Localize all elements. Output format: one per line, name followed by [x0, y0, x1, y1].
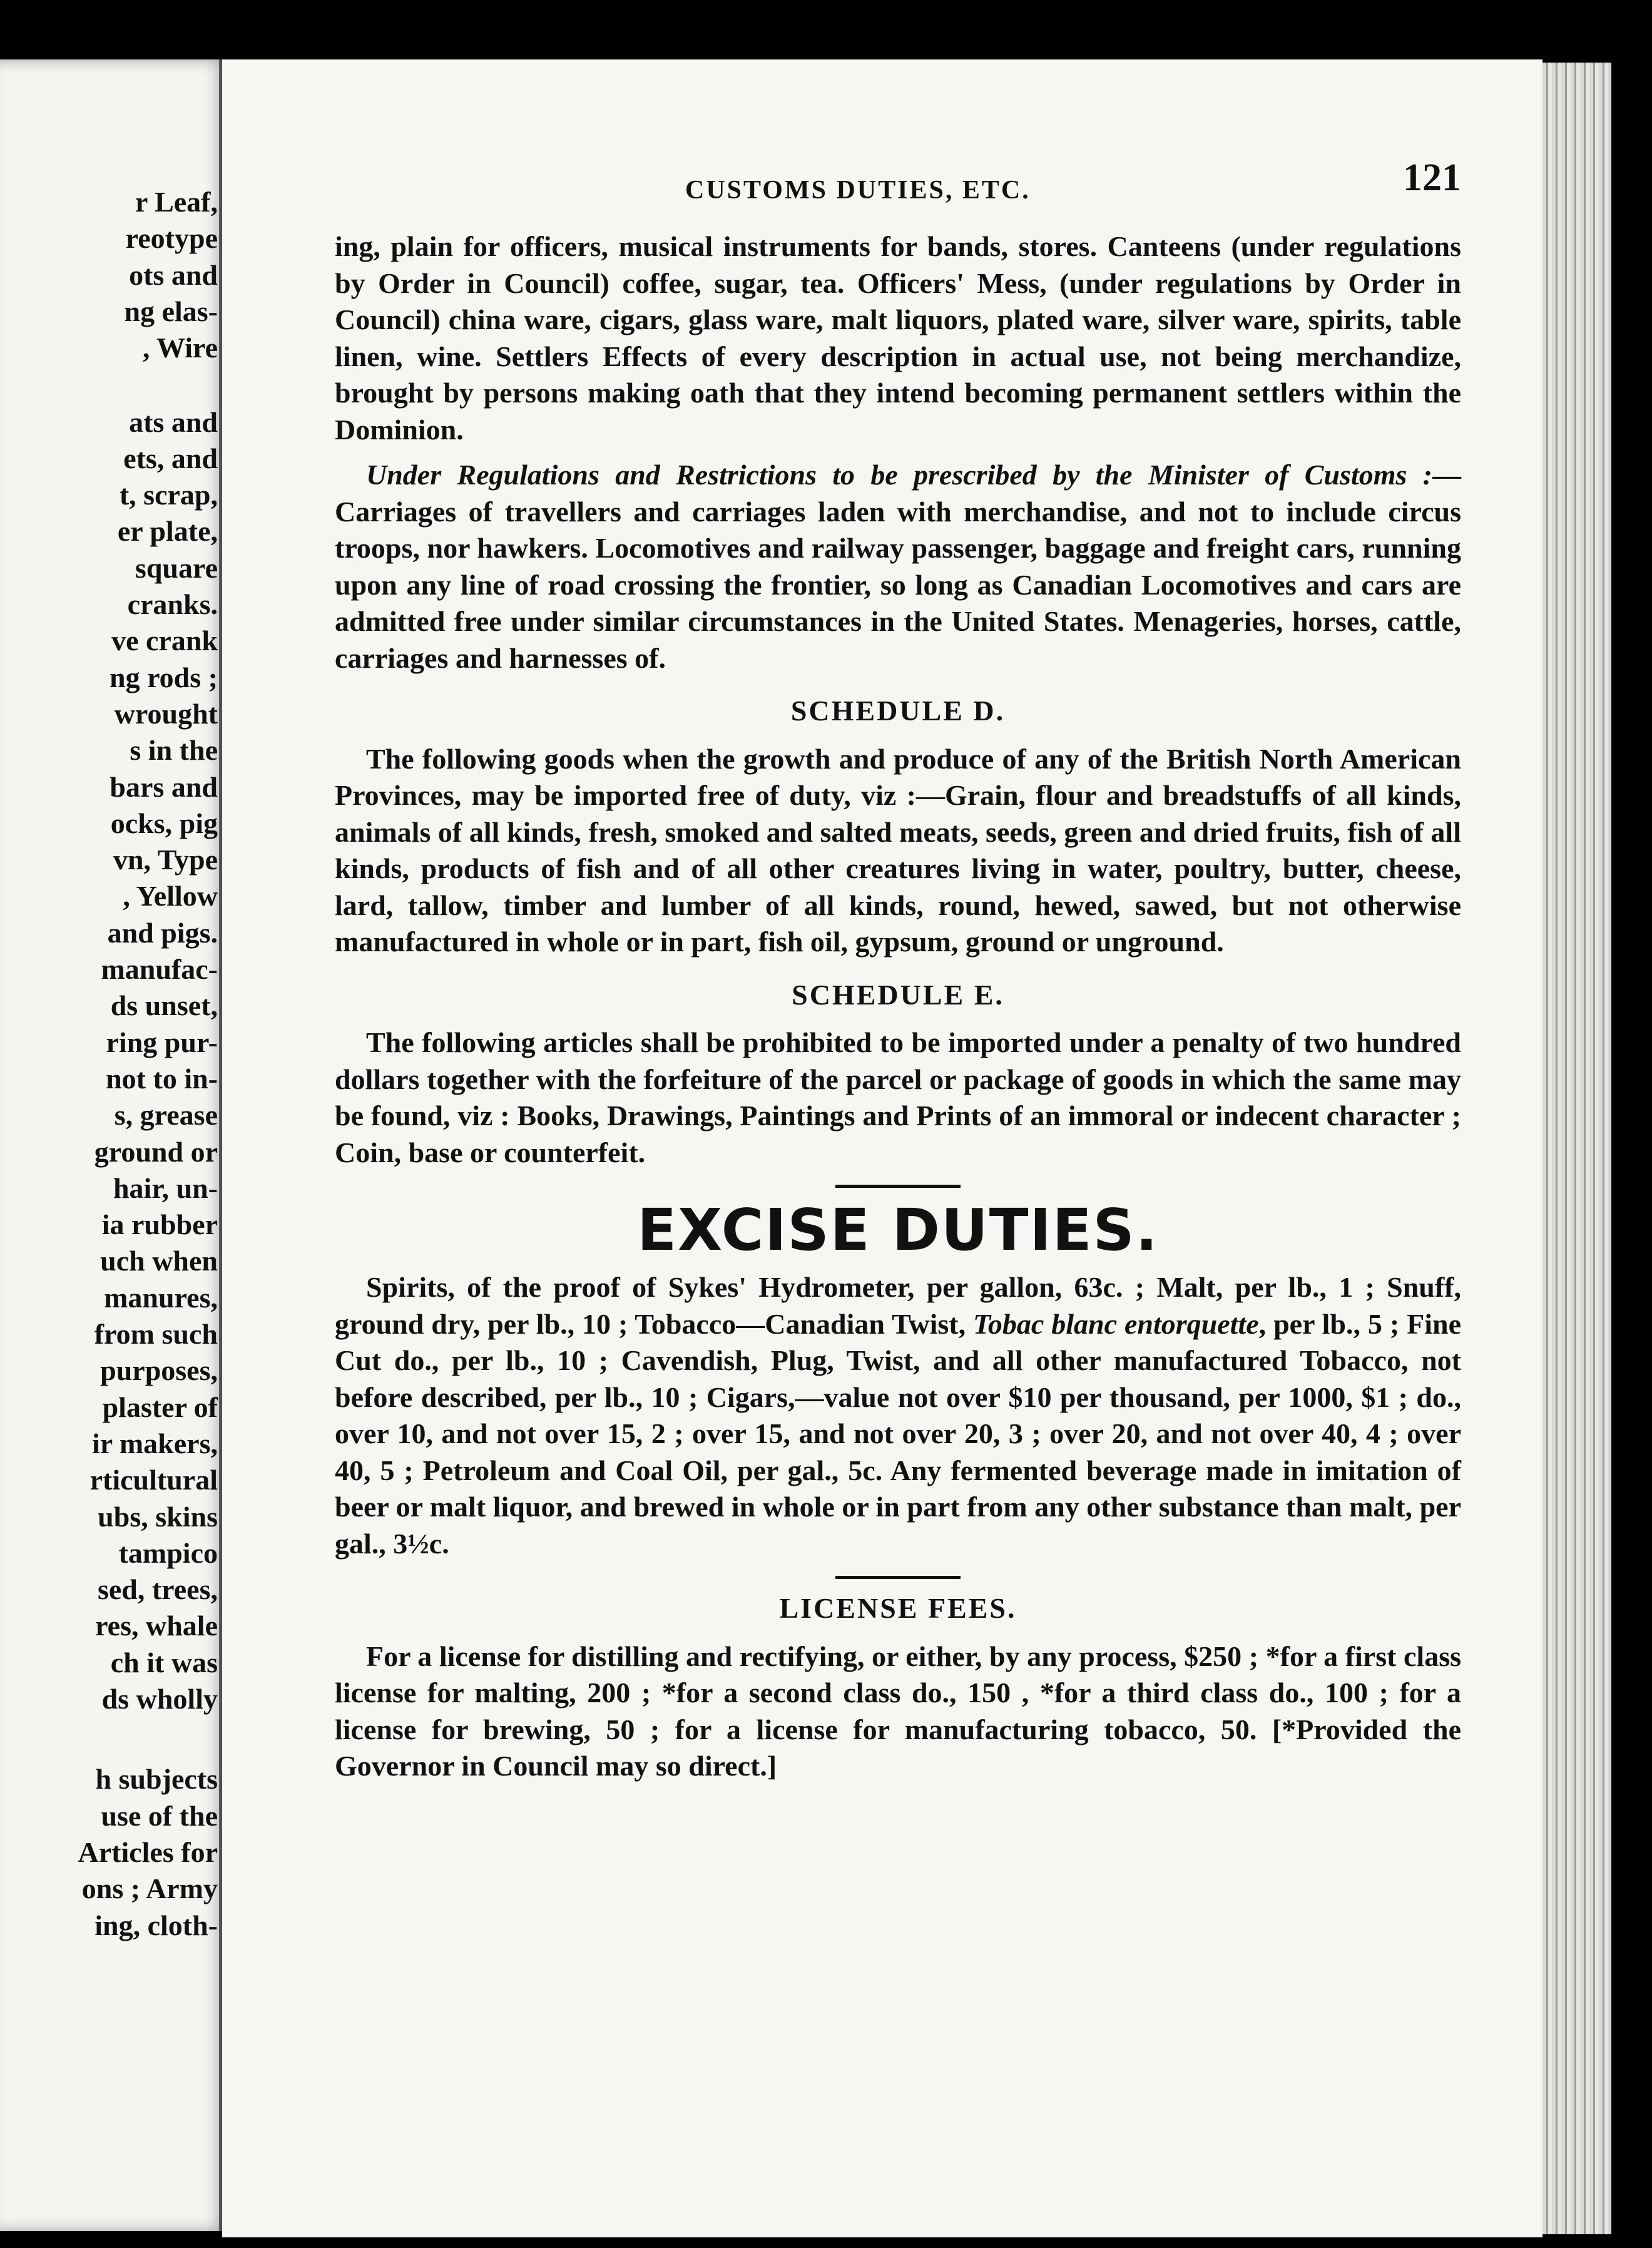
left-page-line: manufac-: [101, 953, 218, 985]
left-page-line: ocks, pig: [110, 807, 218, 839]
regulations-lead: Under Regulations and Restrictions to be prescribed by the Minister of Customs :: [366, 459, 1432, 491]
left-page-line: tampico: [118, 1536, 218, 1569]
section-rule: [835, 1185, 961, 1188]
left-page-line: not to in-: [106, 1062, 218, 1095]
left-page-line: ing, cloth-: [94, 1909, 218, 1941]
right-page: [222, 59, 1542, 2237]
left-page-line: from such: [94, 1318, 218, 1350]
left-page-line: bars and: [110, 770, 218, 803]
left-page-line: , Wire: [142, 332, 218, 364]
left-page-line: ets, and: [123, 442, 218, 474]
left-page-line: t, scrap,: [119, 479, 218, 511]
excise-text-part-1: Spirits, of the proof of Sykes' Hydrometer, per gallon, 63c. ; Malt, per lb., 1 ; Snuff, ground dry, per lb., 10 ; Tobacco—Canadian Twist,: [335, 1271, 1461, 1340]
left-page-line: uch when: [100, 1245, 218, 1277]
left-page-line: ve crank: [111, 625, 218, 657]
left-page-line: , Yellow: [123, 880, 218, 912]
schedule-e-heading: SCHEDULE E.: [792, 978, 1004, 1011]
page-number: 121: [1403, 156, 1461, 199]
left-page-line: ring pur-: [106, 1026, 218, 1058]
left-page-line: r Leaf,: [135, 186, 218, 218]
left-page-line: ons ; Army: [81, 1872, 218, 1905]
left-page-line: cranks.: [127, 588, 218, 620]
left-page-line: hair, un-: [113, 1172, 218, 1204]
left-page-line: ia rubber: [101, 1208, 218, 1241]
left-page-line: s in the: [130, 734, 218, 767]
left-page-line: Articles for: [78, 1836, 218, 1868]
left-page-line: ground or: [94, 1135, 218, 1168]
schedule-e-text: The following articles shall be prohibited to be imported under a penalty of two hundred dollars together with the forfeiture of the parcel or package of goods in which the same may be found, viz : Books, Drawings, Paintings and Prints of an immoral or indecent character ; Coin, base or counterfeit.: [335, 1026, 1461, 1168]
left-page-line: er plate,: [117, 515, 218, 548]
left-page-line: sed, trees,: [97, 1573, 218, 1606]
schedule-d-heading: SCHEDULE D.: [790, 695, 1006, 727]
license-text: For a license for distilling and rectifying, or either, by any process, $250 ; *for a first class license for malting, 200 ; *for a second class do., 150 , *for a third class do., 100 ; for a license for brewing, 50 ; for a license for manufacturing tobacco, 50. [*Provided the Governor in Council may so direct.]: [335, 1640, 1461, 1782]
continuation-paragraph: ing, plain for officers, musical instruments for bands, stores. Canteens (under regulations by Order in Council) coffee, sugar, tea. Officers' Mess, (under regulations by Order in Council) china ware, cigars, glass ware, malt liquors, plated ware, silver ware, spirits, table linen, wine. Settlers Effects of every description in actual use, not being merchandize, brought by persons making oath that they intend becoming permanent settlers within the Dominion.: [335, 230, 1461, 446]
excise-text-italic: Tobac blanc entorquette: [973, 1307, 1259, 1340]
left-page-line: ubs, skins: [98, 1500, 218, 1533]
left-page-line: reotype: [125, 222, 218, 255]
section-rule: [835, 1576, 961, 1579]
left-page: [0, 59, 230, 2231]
excise-text-part-2: , per lb., 5 ; Fine Cut do., per lb., 10 ; Cavendish, Plug, Twist, and all other manufactured Tobacco, not before described, per lb., 10 ; Cigars,—value not over $10 per thousand, per 1000, $1 ; do., over 10, and not over 15, 2 ; over 15, and not over 20, 3 ; over 20, and not over 40, 4 ; over 40, 5 ; Petroleum and Coal Oil, per gal., 5c. Any fermented beverage made in imitation of beer or malt liquor, and brewed in whole or in part from any other substance than malt, per gal., 3½c.: [335, 1307, 1462, 1560]
left-page-line: ds wholly: [101, 1683, 218, 1715]
schedule-d-text: The following goods when the growth and produce of any of the British North American Provinces, may be imported free of duty, viz :—Grain, flour and breadstuffs of all kinds, animals of all kinds, fresh, smoked and salted meats, seeds, green and dried fruits, fish of all kinds, products of fish and of all other creatures living in water, poultry, butter, cheese, lard, tallow, timber and lumber of all kinds, round, hewed, sawed, but not otherwise manufactured in whole or in part, fish oil, gypsum, ground or unground.: [335, 742, 1461, 958]
left-page-line: ng elas-: [124, 295, 218, 327]
left-page-line: ots and: [129, 258, 218, 291]
left-page-line: s, grease: [114, 1099, 218, 1132]
left-page-line: purposes,: [100, 1354, 218, 1387]
running-title: CUSTOMS DUTIES, ETC.: [685, 176, 1031, 205]
left-page-line: and pigs.: [107, 916, 218, 949]
excise-text: [335, 1269, 1461, 1562]
left-page-line: ds unset,: [110, 989, 218, 1022]
left-page-line: use of the: [101, 1799, 218, 1832]
page-header: [335, 153, 1461, 228]
left-page-line: ir makers,: [91, 1427, 218, 1459]
license-heading: LICENSE FEES.: [779, 1592, 1017, 1624]
left-page-line: square: [135, 551, 218, 584]
left-page-line: wrought: [114, 697, 218, 730]
regulations-body: —Carriages of travellers and carriages laden with merchandise, and not to include circus troops, nor hawkers. Locomotives and railway passenger, baggage and freight cars, running upon any line of road crossing the frontier, so long as Canadian Locomotives and cars are admitted free under similar circumstances in the United States. Menageries, horses, cattle, carriages and harnesses of.: [335, 459, 1461, 674]
left-page-line: ats and: [129, 406, 218, 438]
left-page-line: ch it was: [110, 1646, 218, 1678]
left-page-line: manures,: [104, 1281, 218, 1314]
regulations-paragraph: [335, 457, 1461, 677]
left-page-line: plaster of: [102, 1391, 218, 1423]
left-page-line: rticultural: [89, 1464, 218, 1496]
left-page-line: vn, Type: [113, 844, 218, 876]
page-content: [335, 153, 1461, 1785]
page-edges: [1542, 63, 1611, 2234]
left-page-line: ng rods ;: [110, 661, 218, 693]
left-page-line: res, whale: [95, 1610, 218, 1642]
excise-heading: EXCISE DUTIES.: [637, 1197, 1159, 1264]
left-page-line: h subjects: [95, 1763, 218, 1796]
